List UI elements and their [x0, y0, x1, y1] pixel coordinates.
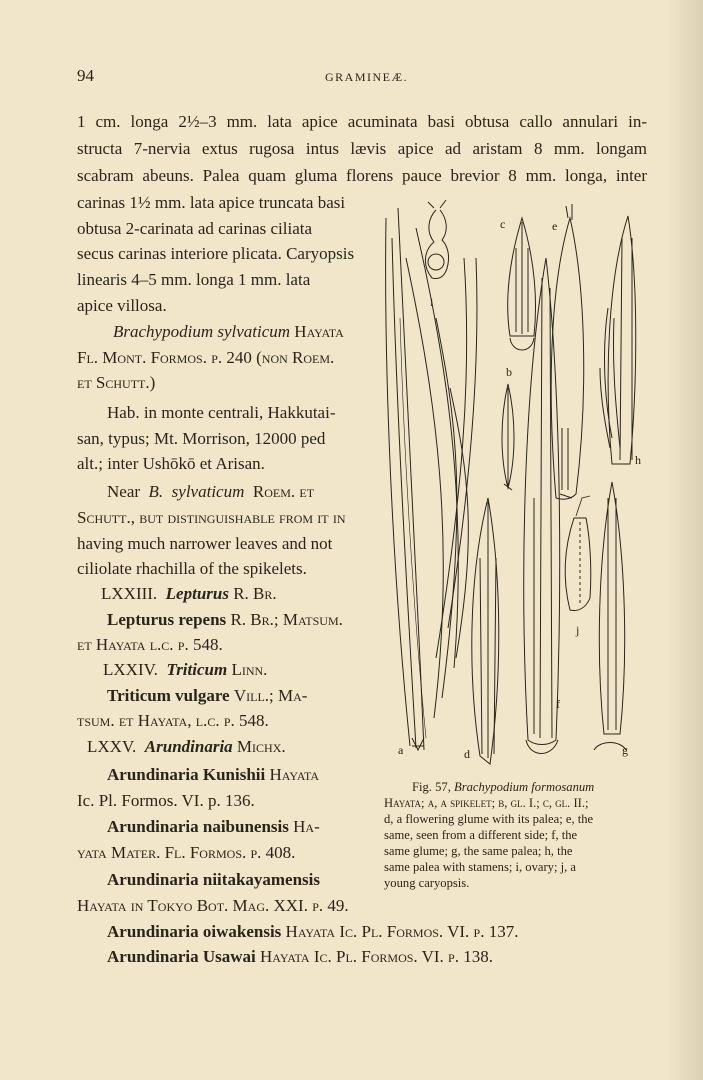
- species-arundinaria-usawai: [107, 947, 493, 967]
- species-citation-cont: yata Mater. Fl. Formos. p. 408.: [77, 843, 296, 862]
- figure-part-g-palea: [594, 482, 626, 750]
- habitat-line-3: alt.; inter Ushōkō et Arisan.: [77, 454, 265, 473]
- text-line-7: linearis 4–5 mm. longa 1 mm. lata: [77, 270, 311, 289]
- figure-part-c-glume-ii: [508, 218, 536, 350]
- species-citation-cont: et Hayata l.c. p. 548.: [77, 635, 223, 654]
- figure-label-a: a: [398, 743, 404, 757]
- synonym-line-2: Fl. Mont. Formos. p. 240 (non Roem.: [77, 348, 335, 367]
- figure-part-h-palea-stamens: [600, 216, 636, 464]
- text-line-3: scabram abeuns. Palea quam gluma florens pauce brevior 8 mm. longa, inter: [77, 166, 647, 185]
- text-line-4: carinas 1½ mm. lata apice truncata basi: [77, 193, 346, 212]
- figure-label-c: c: [500, 217, 506, 231]
- species-name: Arundinaria oiwakensis: [107, 922, 282, 941]
- species-citation: R. Br.; Matsum.: [230, 610, 343, 629]
- synonym-author: Hayata: [294, 322, 344, 341]
- note-genus: B.: [148, 482, 164, 501]
- figure-part-j-caryopsis: [565, 496, 591, 611]
- genus-number: LXXIV.: [103, 660, 158, 679]
- species-name: Arundinaria naibunensis: [107, 817, 289, 836]
- species-citation: Ha-: [293, 817, 320, 836]
- species-citation: Hayata Ic. Pl. Formos. VI. p. 137.: [285, 922, 519, 941]
- figure-caption-line-2: Hayata; a, a spikelet; b, gl. I.; c, gl. II.;: [384, 796, 589, 810]
- species-arundinaria-naibunensis: [107, 817, 320, 837]
- figure-label-h: h: [635, 453, 641, 467]
- genus-author: Michx.: [236, 737, 286, 756]
- species-citation: Vill.; Ma-: [233, 686, 308, 705]
- figure-label-d: d: [464, 747, 470, 761]
- figure-label-j: j: [576, 623, 580, 637]
- species-arundinaria-niitakayamensis: Arundinaria niitakayamensis: [107, 870, 321, 889]
- species-lepturus-repens: [107, 610, 343, 630]
- note-near: Near: [107, 482, 141, 501]
- page-number: 94: [77, 66, 94, 85]
- species-name: Lepturus repens: [107, 610, 227, 629]
- genus-heading-lxxv: [87, 737, 286, 757]
- note-line-1: [107, 482, 314, 502]
- figure-caption-line-1: [412, 780, 594, 796]
- note-author: Roem. et: [252, 482, 315, 501]
- figure-label-g: g: [622, 743, 628, 757]
- figure-label-b: b: [506, 365, 512, 379]
- figure-label-e: e: [552, 219, 558, 233]
- synonym-line-3: et Schutt.): [77, 373, 156, 392]
- figure-caption-line-4: same, seen from a different side; f, the: [384, 828, 578, 842]
- genus-name: Arundinaria: [144, 737, 233, 756]
- species-arundinaria-kunishii: [107, 765, 319, 785]
- figure-part-f-glume: [524, 258, 560, 754]
- figure-number: Fig. 57,: [412, 780, 451, 794]
- figure-part-b-glume-i: [502, 384, 514, 490]
- figure-caption-line-7: young caryopsis.: [384, 876, 470, 890]
- figure-label-i: i: [430, 295, 434, 309]
- figure-species: Brachypodium formosanum: [454, 780, 595, 794]
- text-line-2: structa 7-nervia extus rugosa intus lævis apice ad aristam 8 mm. longam: [77, 139, 647, 158]
- figure-caption-line-6: same palea with stamens; i, ovary; j, a: [384, 860, 576, 874]
- genus-author: R. Br.: [233, 584, 277, 603]
- page-edge-shadow: [667, 0, 703, 1080]
- genus-name: Lepturus: [165, 584, 229, 603]
- genus-heading-lxxiv: [103, 660, 267, 680]
- synonym-line-1: [113, 322, 344, 342]
- figure-caption-line-5: same glume; g, the same palea; h, the: [384, 844, 573, 858]
- figure-part-e-flowering-glume: [551, 204, 584, 499]
- species-citation: Hayata Ic. Pl. Formos. VI. p. 138.: [260, 947, 493, 966]
- text-line-5: obtusa 2-carinata ad carinas ciliata: [77, 219, 313, 238]
- genus-number: LXXV.: [87, 737, 137, 756]
- habitat-line-2: san, typus; Mt. Morrison, 12000 ped: [77, 429, 326, 448]
- genus-author: Linn.: [231, 660, 268, 679]
- running-title: GRAMINEÆ.: [325, 70, 409, 84]
- figure-part-i-ovary: [425, 200, 448, 278]
- note-species: sylvaticum: [171, 482, 245, 501]
- figure-label-f: f: [556, 697, 560, 711]
- species-triticum-vulgare: [107, 686, 307, 706]
- figure-part-d-glume-palea: [472, 498, 499, 764]
- text-line-8: apice villosa.: [77, 296, 167, 315]
- species-name: Arundinaria Usawai: [107, 947, 256, 966]
- species-arundinaria-oiwakensis: [107, 922, 518, 942]
- note-line-3: having much narrower leaves and not: [77, 534, 333, 553]
- habitat-line-1: Hab. in monte centrali, Hakkutai-: [107, 403, 336, 422]
- text-line-6: secus carinas interiore plicata. Caryopsis: [77, 244, 355, 263]
- species-citation: Hayata: [269, 765, 320, 784]
- species-name: Triticum vulgare: [107, 686, 230, 705]
- botanical-figure: [376, 198, 646, 778]
- species-name: Arundinaria Kunishii: [107, 765, 266, 784]
- note-line-4: ciliolate rhachilla of the spikelets.: [77, 559, 307, 578]
- figure-caption-line-3: d, a flowering glume with its palea; e, the: [384, 812, 594, 826]
- note-line-2: Schutt., but distinguishable from it in: [77, 508, 346, 527]
- text-line-1: 1 cm. longa 2½–3 mm. lata apice acuminata basi obtusa callo annulari in-: [77, 112, 647, 131]
- species-citation-cont: tsum. et Hayata, l.c. p. 548.: [77, 711, 269, 730]
- genus-heading-lxxiii: [101, 584, 277, 604]
- species-citation-cont: Hayata in Tokyo Bot. Mag. XXI. p. 49.: [77, 896, 349, 915]
- species-citation-cont: Ic. Pl. Formos. VI. p. 136.: [77, 791, 255, 810]
- figure-part-a-spikelet: [386, 208, 477, 750]
- genus-number: LXXIII.: [101, 584, 158, 603]
- genus-name: Triticum: [166, 660, 228, 679]
- synonym-name: Brachypodium sylvaticum: [113, 322, 291, 341]
